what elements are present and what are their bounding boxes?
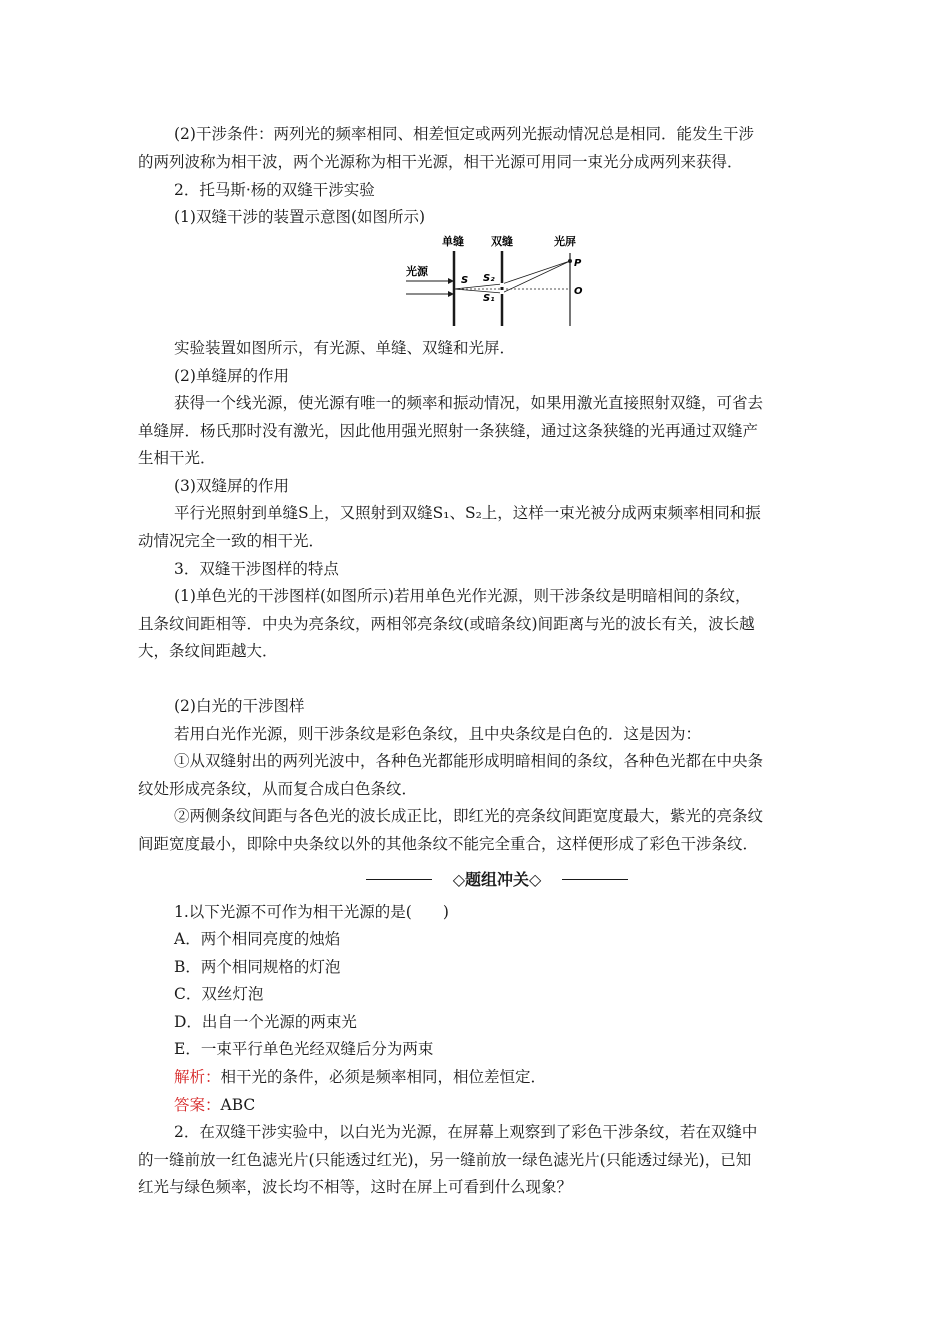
- text-line: 2．托马斯·杨的双缝干涉实验: [174, 181, 375, 199]
- analysis-text: 相干光的条件，必须是频率相同，相位差恒定．: [220, 1068, 547, 1086]
- text-line: 的两列波称为相干波，两个光源称为相干光源，相干光源可用同一束光分成两列来获得．: [138, 153, 743, 171]
- slit-divider: [501, 287, 504, 290]
- label-s2: S₂: [483, 273, 495, 284]
- question-option: D．出自一个光源的两束光: [174, 1013, 357, 1031]
- text-line: 3．双缝干涉图样的特点: [174, 560, 339, 578]
- label-s1: S₁: [483, 293, 495, 304]
- ray-s-s1: [454, 289, 502, 293]
- label-single-slit: 单缝: [442, 235, 464, 248]
- text-line: ①从双缝射出的两列光波中，各种色光都能形成明暗相间的条纹，各种色光都在中央条: [174, 752, 764, 770]
- label-p: P: [574, 258, 582, 269]
- text-line: 实验装置如图所示，有光源、单缝、双缝和光屏．: [174, 339, 516, 357]
- text-line: (2)单缝屏的作用: [174, 367, 289, 385]
- question-option: B．两个相同规格的灯泡: [174, 958, 341, 976]
- question-text: 2．在双缝干涉实验中，以白光为光源，在屏幕上观察到了彩色干涉条纹，若在双缝中: [174, 1123, 758, 1141]
- question-text: 红光与绿色频率，波长均不相等，这时在屏上可看到什么现象？: [138, 1178, 573, 1196]
- label-o: O: [574, 286, 583, 297]
- point-p: [568, 259, 572, 263]
- text-line: (1)单色光的干涉图样(如图所示)若用单色光作光源，则干涉条纹是明暗相间的条纹，: [174, 587, 751, 605]
- ray-s2-p: [502, 261, 570, 284]
- text-line: (3)双缝屏的作用: [174, 477, 289, 495]
- ray-s1-p: [502, 261, 570, 293]
- label-double-slit: 双缝: [491, 235, 513, 248]
- text-line: 纹处形成亮条纹，从而复合成白色条纹．: [138, 780, 418, 798]
- text-line: 若用白光作光源，则干涉条纹是彩色条纹，且中央条纹是白色的．这是因为：: [174, 725, 702, 743]
- text-line: (2)白光的干涉图样: [174, 697, 305, 715]
- text-line: 大，条纹间距越大．: [138, 642, 278, 660]
- text-line: 生相干光．: [138, 449, 216, 467]
- answer-line: [174, 1095, 854, 1115]
- double-slit-diagram: [398, 231, 598, 331]
- question-stem: 1.以下光源不可作为相干光源的是( ): [174, 903, 449, 921]
- question-option: C．双丝灯泡: [174, 985, 264, 1003]
- text-line: 获得一个线光源，使光源有唯一的频率和振动情况，如果用激光直接照射双缝，可省去: [174, 394, 764, 412]
- text-line: 间距宽度最小，即除中央条纹以外的其他条纹不能完全重合，这样便形成了彩色干涉条纹．: [138, 835, 759, 853]
- label-light-source: 光源: [406, 265, 428, 278]
- text-line: ②两侧条纹间距与各色光的波长成正比，即红光的亮条纹间距宽度最大，紫光的亮条纹: [174, 807, 764, 825]
- text-line: 且条纹间距相等．中央为亮条纹，两相邻亮条纹(或暗条纹)间距离与光的波长有关，波长越: [138, 615, 755, 633]
- analysis-line: [174, 1067, 854, 1087]
- answer-text: ABC: [220, 1096, 256, 1114]
- label-screen: 光屏: [554, 235, 576, 248]
- question-option: A．两个相同亮度的烛焰: [174, 930, 341, 948]
- analysis-label: 解析：: [174, 1068, 221, 1086]
- text-line: 动情况完全一致的相干光．: [138, 532, 325, 550]
- question-text: 的一缝前放一红色滤光片(只能透过红光)，另一缝前放一绿色滤光片(只能透过绿光)，已知: [138, 1151, 752, 1169]
- section-heading-text: ◇题组冲关◇: [452, 870, 542, 889]
- text-line: (1)双缝干涉的装置示意图(如图所示): [174, 208, 426, 226]
- section-heading: [366, 869, 628, 891]
- answer-label: 答案：: [174, 1096, 221, 1114]
- label-s: S: [461, 275, 469, 286]
- text-line: (2)干涉条件：两列光的频率相同、相差恒定或两列光振动情况总是相同．能发生干涉: [174, 125, 754, 143]
- text-line: 单缝屏．杨氏那时没有激光，因此他用强光照射一条狭缝，通过这条狭缝的光再通过双缝产: [138, 422, 759, 440]
- text-line: 平行光照射到单缝S上，又照射到双缝S₁、S₂上，这样一束光被分成两束频率相同和振: [174, 504, 761, 522]
- question-option: E．一束平行单色光经双缝后分为两束: [174, 1040, 434, 1058]
